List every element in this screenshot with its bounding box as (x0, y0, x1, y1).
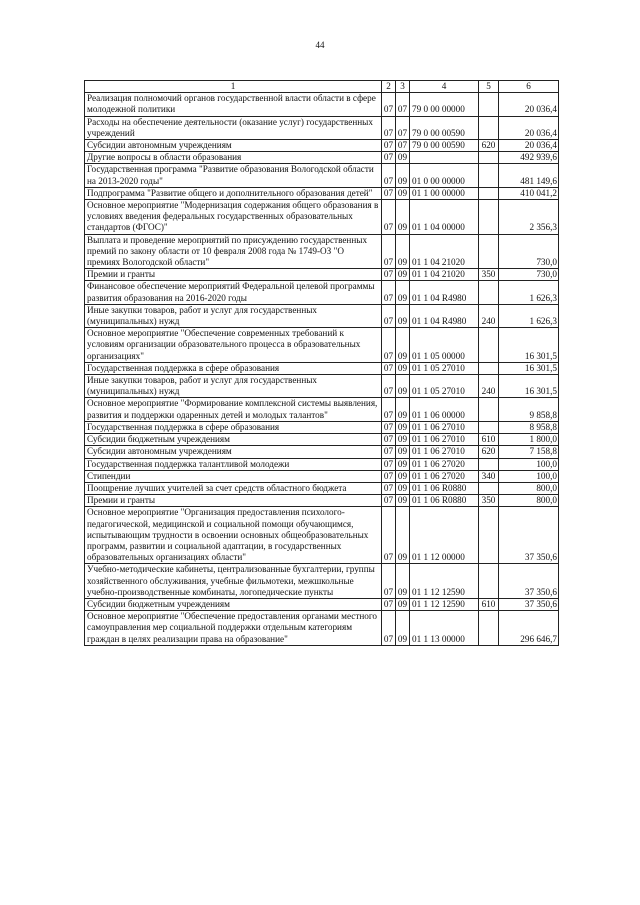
subsection-code-cell: 09 (396, 269, 410, 281)
subsection-code-cell: 09 (396, 152, 410, 164)
table-row (85, 93, 559, 116)
table-row (85, 598, 559, 610)
subsection-code-cell: 09 (396, 375, 410, 398)
section-code-cell: 07 (382, 234, 396, 269)
amount-cell: 1 626,3 (499, 281, 559, 304)
section-code-cell: 07 (382, 458, 396, 470)
amount-cell: 7 158,8 (499, 446, 559, 458)
row-name-cell: Финансовое обеспечение мероприятий Федеральной целевой программы развития образования на 2016-2020 годы (85, 281, 382, 304)
subsection-code-cell: 09 (396, 495, 410, 507)
row-name-cell: Субсидии бюджетным учреждениям (85, 434, 382, 446)
amount-cell: 20 036,4 (499, 116, 559, 139)
section-code-cell: 07 (382, 164, 396, 187)
target-article-cell: 01 1 06 27010 (410, 421, 479, 433)
section-code-cell: 07 (382, 598, 396, 610)
target-article-cell: 01 1 04 R4980 (410, 304, 479, 327)
row-name-cell: Государственная программа "Развитие образования Вологодской области на 2013-2020 годы" (85, 164, 382, 187)
section-code-cell: 07 (382, 434, 396, 446)
subsection-code-cell: 07 (396, 93, 410, 116)
expense-type-cell: 240 (479, 304, 499, 327)
expense-type-cell: 340 (479, 470, 499, 482)
subsection-code-cell: 09 (396, 458, 410, 470)
amount-cell: 8 958,8 (499, 421, 559, 433)
target-article-cell: 01 0 00 00000 (410, 164, 479, 187)
section-code-cell: 07 (382, 564, 396, 599)
table-row (85, 458, 559, 470)
page-number: 44 (315, 40, 325, 50)
target-article-cell: 01 1 06 27020 (410, 470, 479, 482)
target-article-cell: 79 0 00 00590 (410, 116, 479, 139)
expense-type-cell (479, 200, 499, 235)
subsection-code-cell: 09 (396, 434, 410, 446)
amount-cell: 1 800,0 (499, 434, 559, 446)
row-name-cell: Иные закупки товаров, работ и услуг для государственных (муниципальных) нужд (85, 304, 382, 327)
section-code-cell: 07 (382, 470, 396, 482)
expense-type-cell (479, 507, 499, 564)
section-code-cell: 07 (382, 495, 396, 507)
row-name-cell: Основное мероприятие "Формирование комплексной системы выявления, развития и поддержки одаренных детей и молодых талантов" (85, 398, 382, 421)
target-article-cell: 01 1 12 12590 (410, 598, 479, 610)
row-name-cell: Подпрограмма "Развитие общего и дополнительного образования детей" (85, 187, 382, 199)
table-row (85, 200, 559, 235)
subsection-code-cell: 09 (396, 470, 410, 482)
row-name-cell: Поощрение лучших учителей за счет средств областного бюджета (85, 482, 382, 494)
table-row (85, 398, 559, 421)
header-col-2: 2 (382, 81, 396, 93)
section-code-cell: 07 (382, 482, 396, 494)
table-row (85, 434, 559, 446)
subsection-code-cell: 09 (396, 507, 410, 564)
section-code-cell: 07 (382, 269, 396, 281)
amount-cell: 1 626,3 (499, 304, 559, 327)
section-code-cell: 07 (382, 304, 396, 327)
expense-type-cell (479, 398, 499, 421)
table-row (85, 116, 559, 139)
subsection-code-cell: 09 (396, 304, 410, 327)
row-name-cell: Субсидии автономным учреждениям (85, 446, 382, 458)
subsection-code-cell: 09 (396, 362, 410, 374)
table-row (85, 187, 559, 199)
expense-type-cell (479, 164, 499, 187)
subsection-code-cell: 09 (396, 187, 410, 199)
subsection-code-cell: 09 (396, 164, 410, 187)
amount-cell: 20 036,4 (499, 140, 559, 152)
section-code-cell: 07 (382, 281, 396, 304)
section-code-cell: 07 (382, 611, 396, 646)
target-article-cell: 79 0 00 00000 (410, 93, 479, 116)
target-article-cell: 01 1 06 00000 (410, 398, 479, 421)
section-code-cell: 07 (382, 421, 396, 433)
row-name-cell: Основное мероприятие "Организация предоставления психолого-педагогической, медицинской и социальной помощи обучающимся, испытывающим трудности в освоении основных общеобразовательных программ, развитии и социальной адаптации, в государственных образовательных организациях области" (85, 507, 382, 564)
expense-type-cell: 620 (479, 140, 499, 152)
target-article-cell: 01 1 05 00000 (410, 328, 479, 363)
row-name-cell: Государственная поддержка талантливой молодежи (85, 458, 382, 470)
subsection-code-cell: 07 (396, 116, 410, 139)
header-col-1: 1 (85, 81, 382, 93)
row-name-cell: Государственная поддержка в сфере образования (85, 421, 382, 433)
row-name-cell: Стипендии (85, 470, 382, 482)
target-article-cell: 01 1 05 27010 (410, 375, 479, 398)
table-row (85, 611, 559, 646)
table-row (85, 164, 559, 187)
amount-cell: 296 646,7 (499, 611, 559, 646)
amount-cell: 410 041,2 (499, 187, 559, 199)
expense-type-cell: 240 (479, 375, 499, 398)
subsection-code-cell: 09 (396, 611, 410, 646)
expense-type-cell (479, 458, 499, 470)
expense-type-cell (479, 482, 499, 494)
row-name-cell: Основное мероприятие "Обеспечение современных требований к условиям организации образовательного процесса в образовательных организациях" (85, 328, 382, 363)
expense-type-cell (479, 187, 499, 199)
row-name-cell: Основное мероприятие "Обеспечение предоставления органами местного самоуправления мер социальной поддержки отдельным категориям граждан в целях реализации права на образование" (85, 611, 382, 646)
amount-cell: 800,0 (499, 482, 559, 494)
row-name-cell: Государственная поддержка в сфере образования (85, 362, 382, 374)
section-code-cell: 07 (382, 362, 396, 374)
target-article-cell: 01 1 04 R4980 (410, 281, 479, 304)
table-row (85, 362, 559, 374)
section-code-cell: 07 (382, 152, 396, 164)
table-row (85, 495, 559, 507)
subsection-code-cell: 09 (396, 598, 410, 610)
row-name-cell: Выплата и проведение мероприятий по присуждению государственных премий по закону области от 10 февраля 2008 года № 1749-ОЗ "О премиях Вологодской области" (85, 234, 382, 269)
amount-cell: 800,0 (499, 495, 559, 507)
table-row (85, 140, 559, 152)
section-code-cell: 07 (382, 328, 396, 363)
header-col-5: 5 (479, 81, 499, 93)
target-article-cell: 01 1 05 27010 (410, 362, 479, 374)
expense-type-cell (479, 421, 499, 433)
table-row (85, 375, 559, 398)
subsection-code-cell: 09 (396, 564, 410, 599)
amount-cell: 37 350,6 (499, 507, 559, 564)
row-name-cell: Субсидии бюджетным учреждениям (85, 598, 382, 610)
target-article-cell: 01 1 06 R0880 (410, 482, 479, 494)
amount-cell: 730,0 (499, 269, 559, 281)
target-article-cell: 01 1 04 21020 (410, 269, 479, 281)
row-name-cell: Иные закупки товаров, работ и услуг для государственных (муниципальных) нужд (85, 375, 382, 398)
subsection-code-cell: 09 (396, 398, 410, 421)
table-header-row (85, 81, 559, 93)
target-article-cell: 01 1 06 27010 (410, 446, 479, 458)
table-row (85, 446, 559, 458)
amount-cell: 2 356,3 (499, 200, 559, 235)
budget-table (84, 80, 559, 646)
header-col-6: 6 (499, 81, 559, 93)
expense-type-cell (479, 116, 499, 139)
target-article-cell: 01 1 06 27020 (410, 458, 479, 470)
target-article-cell: 01 1 00 00000 (410, 187, 479, 199)
table-row (85, 564, 559, 599)
target-article-cell: 01 1 13 00000 (410, 611, 479, 646)
amount-cell: 16 301,5 (499, 362, 559, 374)
section-code-cell: 07 (382, 200, 396, 235)
expense-type-cell (479, 93, 499, 116)
section-code-cell: 07 (382, 507, 396, 564)
target-article-cell: 01 1 04 21020 (410, 234, 479, 269)
section-code-cell: 07 (382, 140, 396, 152)
table-row (85, 152, 559, 164)
expense-type-cell (479, 328, 499, 363)
target-article-cell: 79 0 00 00590 (410, 140, 479, 152)
expense-type-cell (479, 281, 499, 304)
target-article-cell (410, 152, 479, 164)
expense-type-cell (479, 611, 499, 646)
expense-type-cell: 620 (479, 446, 499, 458)
expense-type-cell (479, 152, 499, 164)
expense-type-cell (479, 234, 499, 269)
amount-cell: 16 301,5 (499, 328, 559, 363)
row-name-cell: Премии и гранты (85, 495, 382, 507)
amount-cell: 100,0 (499, 470, 559, 482)
expense-type-cell: 350 (479, 495, 499, 507)
table-row (85, 281, 559, 304)
expense-type-cell: 610 (479, 598, 499, 610)
subsection-code-cell: 09 (396, 328, 410, 363)
section-code-cell: 07 (382, 187, 396, 199)
table-row (85, 328, 559, 363)
amount-cell: 37 350,6 (499, 564, 559, 599)
subsection-code-cell: 09 (396, 446, 410, 458)
row-name-cell: Реализация полномочий органов государственной власти области в сфере молодежной политики (85, 93, 382, 116)
table-row (85, 269, 559, 281)
expense-type-cell: 610 (479, 434, 499, 446)
expense-type-cell (479, 564, 499, 599)
row-name-cell: Другие вопросы в области образования (85, 152, 382, 164)
section-code-cell: 07 (382, 93, 396, 116)
table-row (85, 234, 559, 269)
amount-cell: 492 939,6 (499, 152, 559, 164)
expense-type-cell: 350 (479, 269, 499, 281)
expense-type-cell (479, 362, 499, 374)
target-article-cell: 01 1 04 00000 (410, 200, 479, 235)
amount-cell: 9 858,8 (499, 398, 559, 421)
amount-cell: 16 301,5 (499, 375, 559, 398)
table-row (85, 482, 559, 494)
amount-cell: 730,0 (499, 234, 559, 269)
target-article-cell: 01 1 12 12590 (410, 564, 479, 599)
subsection-code-cell: 09 (396, 281, 410, 304)
subsection-code-cell: 07 (396, 140, 410, 152)
amount-cell: 37 350,6 (499, 598, 559, 610)
header-col-3: 3 (396, 81, 410, 93)
amount-cell: 20 036,4 (499, 93, 559, 116)
header-col-4: 4 (410, 81, 479, 93)
target-article-cell: 01 1 06 R0880 (410, 495, 479, 507)
section-code-cell: 07 (382, 116, 396, 139)
subsection-code-cell: 09 (396, 234, 410, 269)
table-row (85, 304, 559, 327)
table-row (85, 507, 559, 564)
amount-cell: 481 149,6 (499, 164, 559, 187)
row-name-cell: Расходы на обеспечение деятельности (оказание услуг) государственных учреждений (85, 116, 382, 139)
table-row (85, 421, 559, 433)
section-code-cell: 07 (382, 446, 396, 458)
row-name-cell: Субсидии автономным учреждениям (85, 140, 382, 152)
table-row (85, 470, 559, 482)
target-article-cell: 01 1 12 00000 (410, 507, 479, 564)
target-article-cell: 01 1 06 27010 (410, 434, 479, 446)
row-name-cell: Премии и гранты (85, 269, 382, 281)
section-code-cell: 07 (382, 398, 396, 421)
row-name-cell: Основное мероприятие "Модернизация содержания общего образования в условиях введения федеральных государственных образовательных стандартов (ФГОС)" (85, 200, 382, 235)
subsection-code-cell: 09 (396, 200, 410, 235)
subsection-code-cell: 09 (396, 421, 410, 433)
amount-cell: 100,0 (499, 458, 559, 470)
subsection-code-cell: 09 (396, 482, 410, 494)
row-name-cell: Учебно-методические кабинеты, централизованные бухгалтерии, группы хозяйственного обслуживания, учебные фильмотеки, межшкольные учебно-производственные комбинаты, логопедические пункты (85, 564, 382, 599)
section-code-cell: 07 (382, 375, 396, 398)
